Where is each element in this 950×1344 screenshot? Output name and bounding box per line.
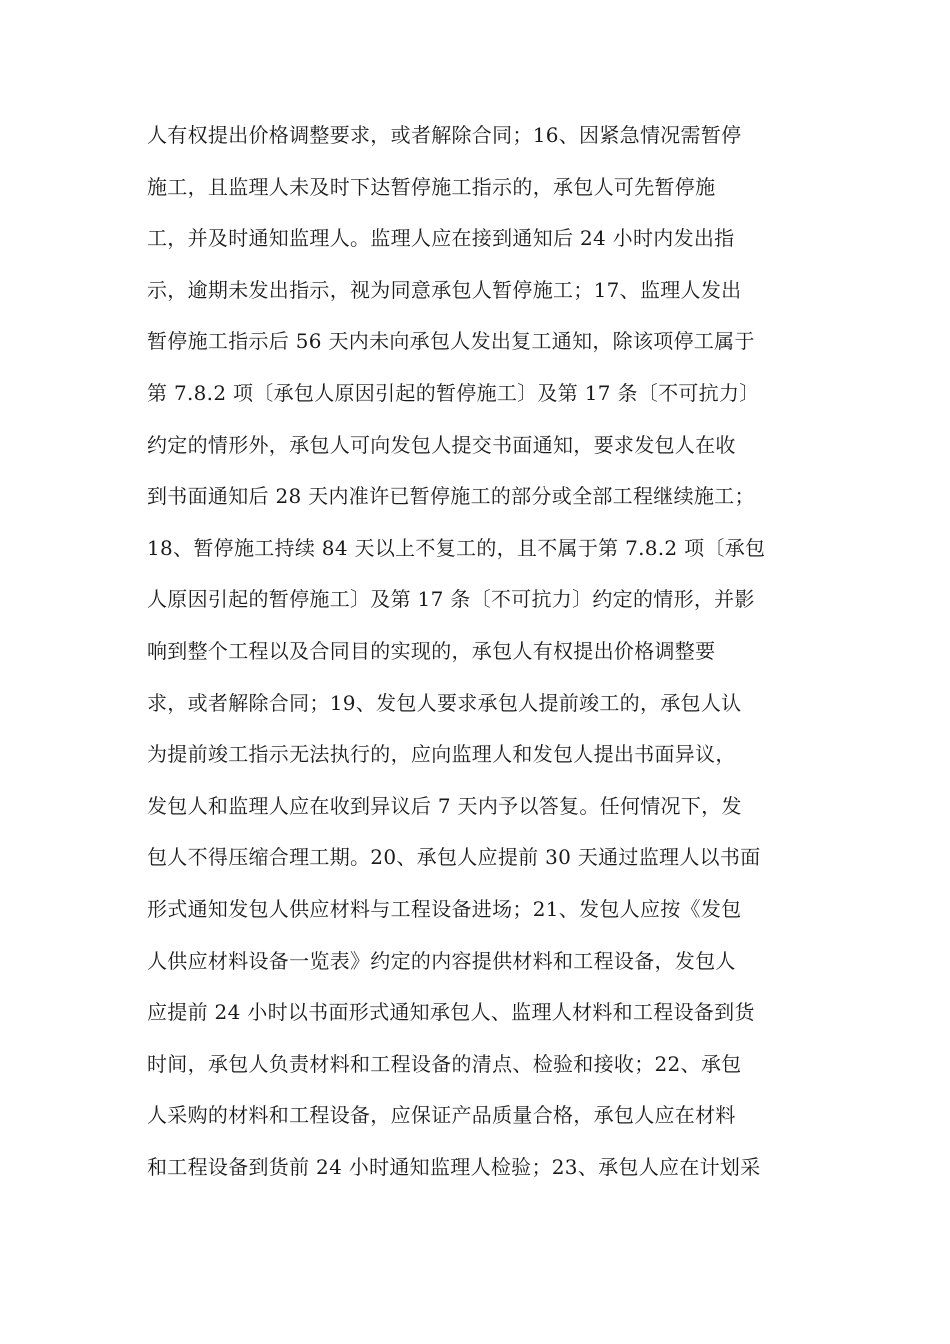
- text-line: 发包人和监理人应在收到异议后 7 天内予以答复。任何情况下，发: [147, 793, 742, 818]
- text-line: 人采购的材料和工程设备，应保证产品质量合格，承包人应在材料: [147, 1103, 736, 1128]
- text-line: 包人不得压缩合理工期。20、承包人应提前 30 天通过监理人以书面: [147, 845, 761, 870]
- text-line: 第 7.8.2 项〔承包人原因引起的暂停施工〕及第 17 条〔不可抗力〕: [147, 380, 760, 405]
- text-line: 18、暂停施工持续 84 天以上不复工的，且不属于第 7.8.2 项〔承包: [147, 535, 766, 560]
- text-line: 人供应材料设备一览表》约定的内容提供材料和工程设备，发包人: [147, 948, 736, 973]
- text-line: 时间，承包人负责材料和工程设备的清点、检验和接收；22、承包: [147, 1051, 742, 1076]
- body-text: [147, 119, 827, 1202]
- text-line: 人有权提出价格调整要求，或者解除合同；16、因紧急情况需暂停: [147, 123, 742, 147]
- text-line: 响到整个工程以及合同目的实现的，承包人有权提出价格调整要: [147, 638, 716, 663]
- text-line: 形式通知发包人供应材料与工程设备进场；21、发包人应按《发包: [147, 896, 742, 921]
- text-line: 施工，且监理人未及时下达暂停施工指示的，承包人可先暂停施: [147, 174, 716, 199]
- text-line: 示，逾期未发出指示，视为同意承包人暂停施工；17、监理人发出: [147, 277, 742, 302]
- text-line: 为提前竣工指示无法执行的，应向监理人和发包人提出书面异议，: [147, 742, 736, 767]
- text-line: 工，并及时通知监理人。监理人应在接到通知后 24 小时内发出指: [147, 226, 735, 251]
- text-line: 暂停施工指示后 56 天内未向承包人发出复工通知，除该项停工属于: [147, 329, 755, 354]
- text-line: 约定的情形外，承包人可向发包人提交书面通知，要求发包人在收: [147, 432, 736, 457]
- text-line: 应提前 24 小时以书面形式通知承包人、监理人材料和工程设备到货: [147, 1000, 755, 1025]
- text-line: 到书面通知后 28 天内准许已暂停施工的部分或全部工程继续施工；: [147, 484, 755, 509]
- text-line: 人原因引起的暂停施工〕及第 17 条〔不可抗力〕约定的情形，并影: [147, 587, 755, 612]
- text-line: 和工程设备到货前 24 小时通知监理人检验；23、承包人应在计划采: [147, 1154, 761, 1179]
- text-line: 求，或者解除合同；19、发包人要求承包人提前竣工的，承包人认: [147, 690, 742, 715]
